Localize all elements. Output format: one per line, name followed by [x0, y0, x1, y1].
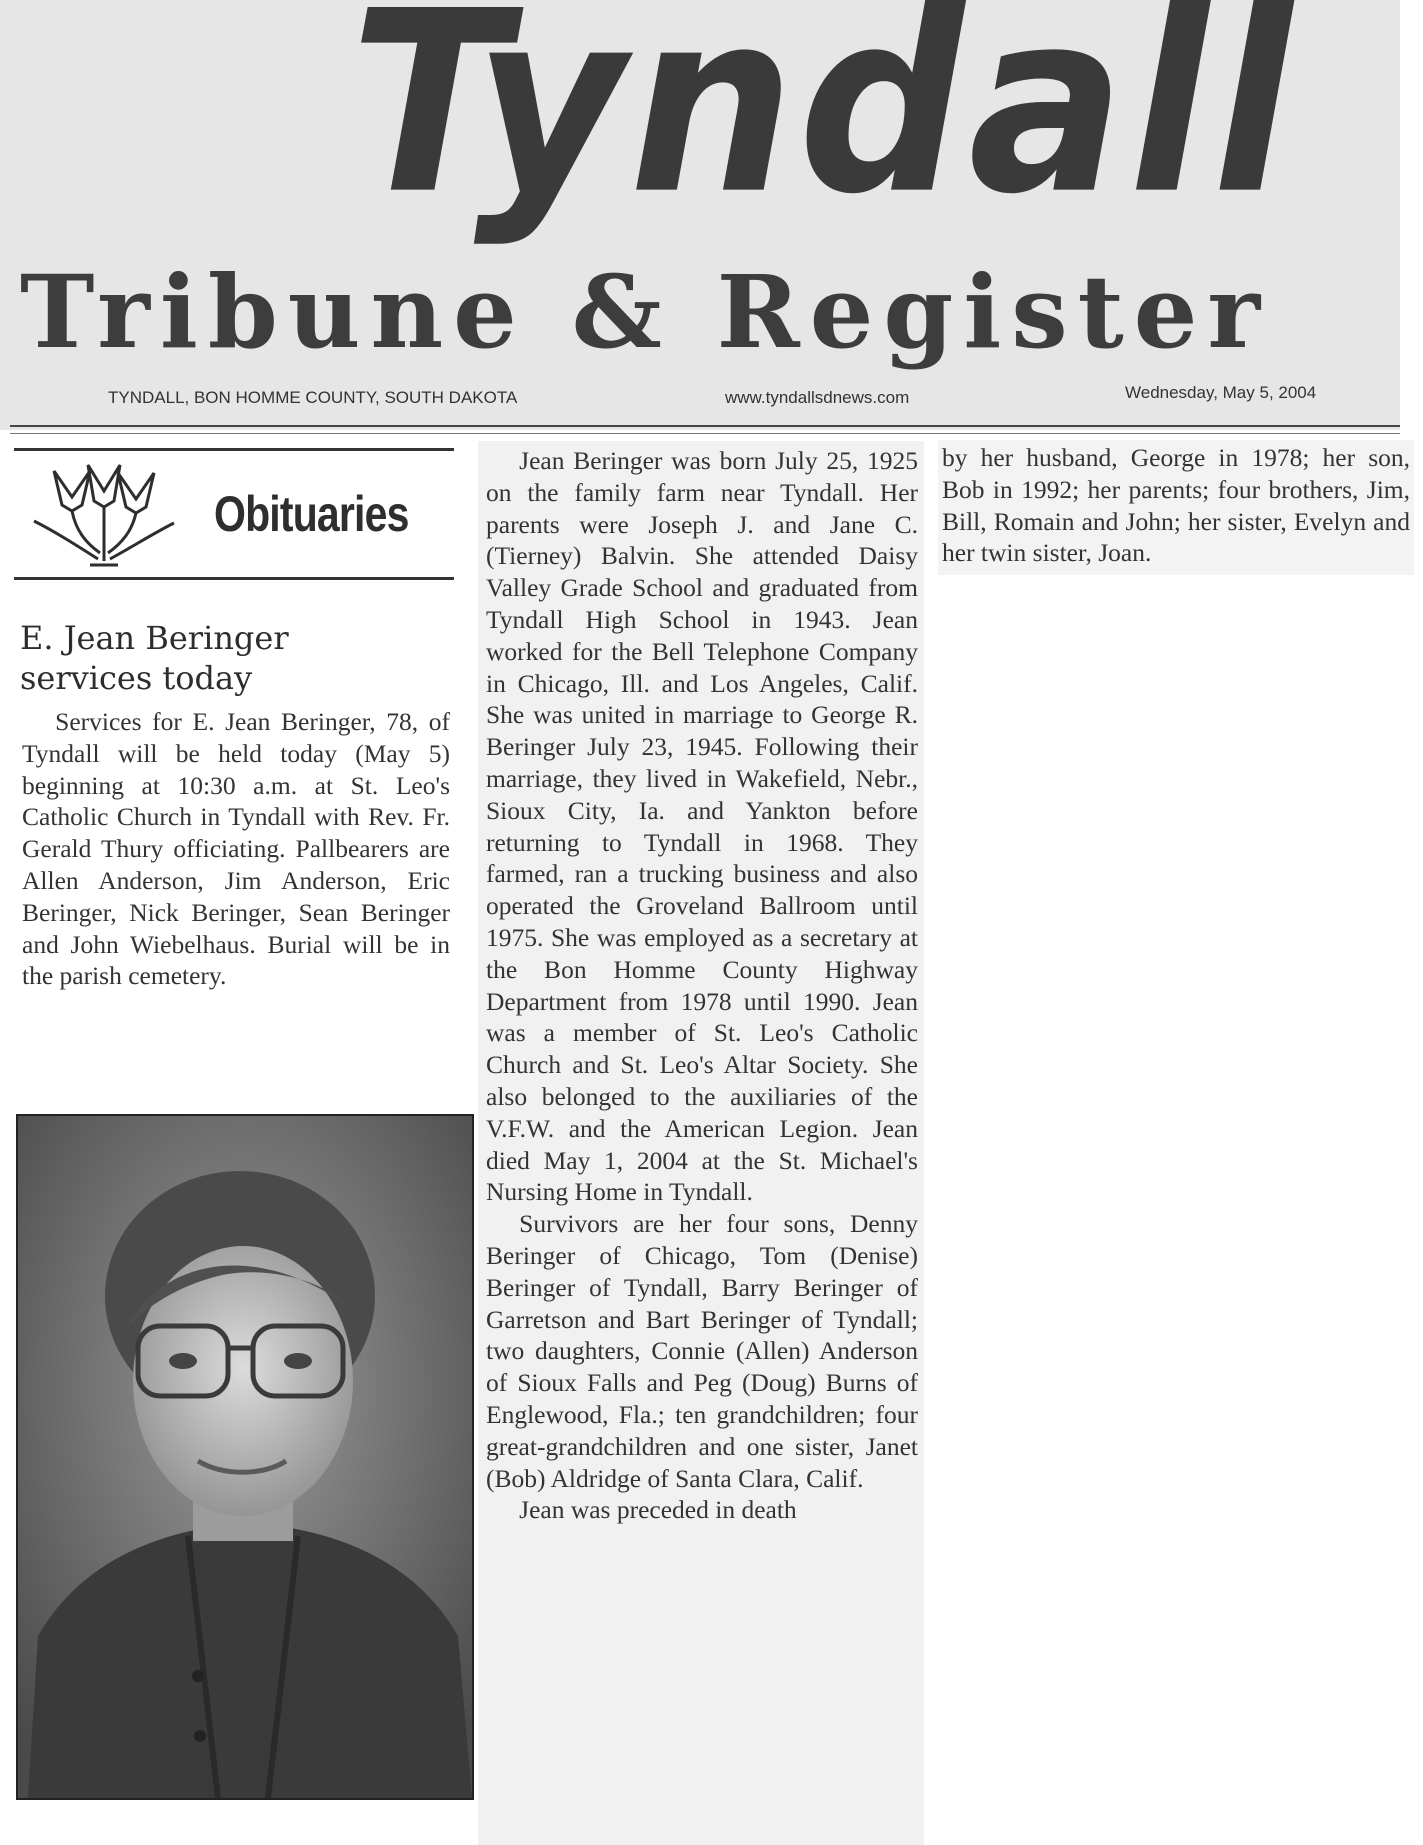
dateline-location: TYNDALL, BON HOMME COUNTY, SOUTH DAKOTA: [108, 388, 518, 407]
section-label: Obituaries: [214, 486, 409, 542]
article-column-2: [478, 441, 924, 1845]
masthead-rule: [10, 425, 1400, 427]
paragraph: Survivors are her four sons, Denny Beringer of Chicago, Tom (Denise) Beringer of Tyndall, Barry Beringer of Garretson and Bart Beringer of Tyndall; two daughters, Connie (Allen) Anderson of Sioux Falls and Peg (Doug) Burns of Englewood, Fla.; ten grandchildren; four great-grandchildren and one sister, Janet (Bob) Aldridge of Santa Clara, Calif.: [486, 1209, 918, 1493]
paragraph: Services for E. Jean Beringer, 78, of Tyndall will be held today (May 5) beginning at 10:30 a.m. at St. Leo's Catholic Church in Tyndall with Rev. Fr. Gerald Thury officiating. Pallbearers are Allen Anderson, Jim Anderson, Eric Beringer, Nick Beringer, Sean Beringer and John Wiebelhaus. Burial will be in the parish cemetery.: [22, 707, 450, 991]
portrait-photo: [16, 1114, 474, 1800]
article-column-1: [22, 706, 450, 992]
headline-line-1: E. Jean Beringer: [20, 619, 289, 657]
dateline-date: Wednesday, May 5, 2004: [1125, 383, 1317, 402]
newspaper-subtitle: Tribune & Register: [20, 253, 1271, 371]
column-rule: [10, 433, 1400, 434]
masthead: [0, 0, 1400, 430]
article-headline: [20, 618, 460, 698]
article-column-3: [938, 440, 1414, 575]
lily-flowers-icon: [24, 461, 184, 571]
newspaper-title: Tyndall: [350, 0, 1296, 250]
dateline-website[interactable]: www.tyndallsdnews.com: [725, 388, 910, 407]
headline-line-2: services today: [20, 659, 253, 697]
paragraph: Jean was preceded in death: [519, 1495, 797, 1525]
paragraph: Jean Beringer was born July 25, 1925 on the family farm near Tyndall. Her parents were Joseph J. and Jane C. (Tierney) Balvin. She attended Daisy Valley Grade School and graduated from Tyndall High School in 1943. Jean worked for the Bell Telephone Company in Chicago, Ill. and Los Angeles, Calif. She was united in marriage to George R. Beringer July 23, 1945. Following their marriage, they lived in Wakefield, Nebr., Sioux City, Ia. and Yankton before returning to Tyndall in 1968. They farmed, ran a trucking business and also operated the Groveland Ballroom until 1975. She was employed as a secretary at the Bon Homme County Highway Department from 1978 until 1990. Jean was a member of St. Leo's Catholic Church and St. Leo's Altar Society. She also belonged to the auxiliaries of the V.F.W. and the American Legion. Jean died May 1, 2004 at the St. Michael's Nursing Home in Tyndall.: [486, 446, 918, 1207]
section-header: [14, 448, 454, 580]
paragraph: by her husband, George in 1978; her son, Bob in 1992; her parents; four brothers, Jim, Bill, Romain and John; her sister, Evelyn and her twin sister, Joan.: [942, 443, 1410, 568]
